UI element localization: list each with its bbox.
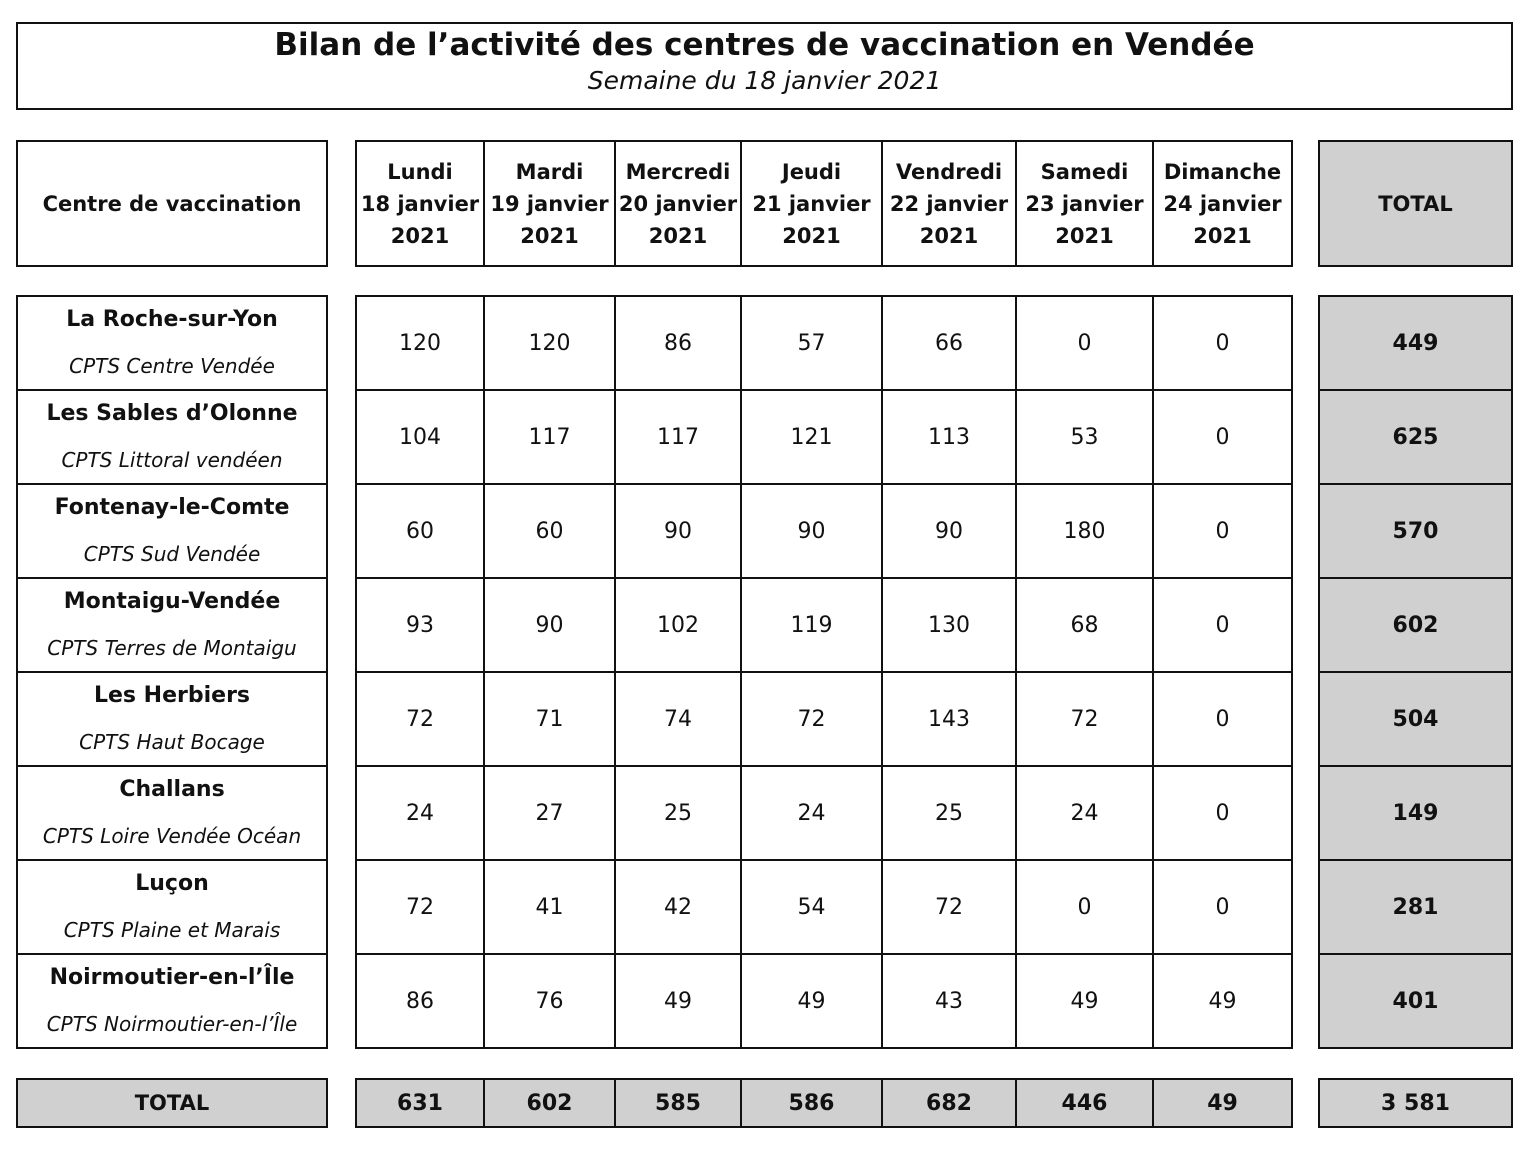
header-total-label: TOTAL	[1319, 141, 1512, 266]
table-row	[356, 390, 1292, 484]
center-city: Noirmoutier-en-l’Île	[49, 965, 295, 990]
daily-total-cell: 682	[882, 1079, 1016, 1127]
center-city: Luçon	[135, 871, 209, 896]
value-cell: 90	[882, 484, 1016, 578]
value-cell: 104	[356, 390, 484, 484]
value-cell: 0	[1153, 296, 1292, 390]
header-center-label: Centre de vaccination	[17, 141, 327, 266]
row-total-cell: 281	[1319, 860, 1512, 954]
value-cell: 86	[615, 296, 741, 390]
table-row	[17, 672, 327, 766]
table-row	[356, 860, 1292, 954]
value-cell: 119	[741, 578, 882, 672]
table-row	[1319, 578, 1512, 672]
value-cell: 49	[1016, 954, 1153, 1048]
value-cell: 0	[1153, 484, 1292, 578]
value-cell: 24	[741, 766, 882, 860]
table-row	[17, 390, 327, 484]
value-cell: 0	[1016, 860, 1153, 954]
center-cell	[17, 860, 327, 954]
value-cell: 25	[615, 766, 741, 860]
value-cell: 0	[1153, 578, 1292, 672]
value-cell: 90	[484, 578, 615, 672]
value-cell: 0	[1153, 390, 1292, 484]
value-cell: 117	[615, 390, 741, 484]
value-cell: 71	[484, 672, 615, 766]
value-cell: 120	[356, 296, 484, 390]
value-cell: 0	[1016, 296, 1153, 390]
table-row	[17, 766, 327, 860]
center-city: Les Herbiers	[93, 683, 251, 708]
center-cell	[17, 390, 327, 484]
header-day-year: 2021	[782, 223, 841, 248]
header-day-day: Mercredi	[625, 159, 731, 184]
header-day-year: 2021	[1193, 223, 1252, 248]
daily-total-cell: 446	[1016, 1079, 1153, 1127]
header-day	[1153, 141, 1292, 266]
row-total-cell: 602	[1319, 578, 1512, 672]
value-cell: 74	[615, 672, 741, 766]
header-day-date: 19 janvier	[490, 191, 609, 216]
center-cell	[17, 954, 327, 1048]
page-title: Bilan de l’activité des centres de vaccination en Vendée	[274, 27, 1255, 63]
table-row	[1319, 296, 1512, 390]
row-total-cell: 625	[1319, 390, 1512, 484]
table-row	[1319, 672, 1512, 766]
center-cpts: CPTS Plaine et Marais	[63, 918, 281, 942]
table-row	[356, 672, 1292, 766]
header-day-day: Jeudi	[781, 159, 842, 184]
table-row	[17, 954, 327, 1048]
center-cpts: CPTS Noirmoutier-en-l’Île	[46, 1012, 298, 1036]
table-row	[356, 296, 1292, 390]
header-day-date: 22 janvier	[889, 191, 1009, 216]
table-row	[356, 578, 1292, 672]
value-cell: 42	[615, 860, 741, 954]
value-cell: 113	[882, 390, 1016, 484]
table-row	[1319, 766, 1512, 860]
header-day	[1016, 141, 1153, 266]
header-day-date: 20 janvier	[618, 191, 738, 216]
header-day-day: Samedi	[1040, 159, 1129, 184]
header-day-year: 2021	[390, 223, 450, 248]
header-day-year: 2021	[1055, 223, 1114, 248]
header-day	[882, 141, 1016, 266]
header-day	[615, 141, 741, 266]
value-cell: 24	[1016, 766, 1153, 860]
title-box	[16, 22, 1513, 110]
center-city: Les Sables d’Olonne	[46, 401, 298, 426]
value-cell: 90	[741, 484, 882, 578]
center-cell	[17, 672, 327, 766]
daily-total-cell: 602	[484, 1079, 615, 1127]
value-cell: 76	[484, 954, 615, 1048]
value-cell: 24	[356, 766, 484, 860]
header-day-year: 2021	[648, 223, 708, 248]
row-total-cell: 449	[1319, 296, 1512, 390]
header-day-day: Lundi	[387, 159, 453, 184]
header-day-day: Dimanche	[1163, 159, 1282, 184]
header-day-year: 2021	[919, 223, 979, 248]
header-total-table	[1318, 140, 1513, 267]
center-cell	[17, 766, 327, 860]
daily-total-cell: 49	[1153, 1079, 1292, 1127]
footer-label-table	[16, 1078, 328, 1128]
header-days-table	[355, 140, 1293, 267]
values-table	[355, 295, 1293, 1049]
center-cpts: CPTS Haut Bocage	[79, 730, 265, 754]
row-total-cell: 570	[1319, 484, 1512, 578]
table-row	[1319, 484, 1512, 578]
value-cell: 90	[615, 484, 741, 578]
value-cell: 102	[615, 578, 741, 672]
value-cell: 143	[882, 672, 1016, 766]
value-cell: 66	[882, 296, 1016, 390]
value-cell: 130	[882, 578, 1016, 672]
center-cpts: CPTS Littoral vendéen	[61, 448, 283, 472]
value-cell: 93	[356, 578, 484, 672]
table-row	[1319, 860, 1512, 954]
header-day-year: 2021	[520, 223, 579, 248]
value-cell: 0	[1153, 672, 1292, 766]
row-totals-table	[1318, 295, 1513, 1049]
value-cell: 0	[1153, 766, 1292, 860]
center-cpts: CPTS Loire Vendée Océan	[42, 824, 302, 848]
header-day-day: Vendredi	[895, 159, 1003, 184]
value-cell: 72	[356, 672, 484, 766]
page-subtitle: Semaine du 18 janvier 2021	[587, 66, 942, 95]
row-total-cell: 401	[1319, 954, 1512, 1048]
center-cell	[17, 296, 327, 390]
center-cpts: CPTS Terres de Montaigu	[47, 636, 297, 660]
value-cell: 0	[1153, 860, 1292, 954]
value-cell: 72	[1016, 672, 1153, 766]
footer-grand-table	[1318, 1078, 1513, 1128]
value-cell: 68	[1016, 578, 1153, 672]
daily-total-cell: 586	[741, 1079, 882, 1127]
center-cell	[17, 484, 327, 578]
value-cell: 54	[741, 860, 882, 954]
table-row	[1319, 954, 1512, 1048]
value-cell: 117	[484, 390, 615, 484]
center-city: Challans	[119, 777, 225, 802]
center-cpts: CPTS Sud Vendée	[83, 542, 261, 566]
value-cell: 41	[484, 860, 615, 954]
table-row	[17, 484, 327, 578]
table-row	[17, 860, 327, 954]
table-row	[17, 578, 327, 672]
center-city: Fontenay-le-Comte	[54, 495, 290, 520]
centers-table	[16, 295, 328, 1049]
table-row	[356, 484, 1292, 578]
value-cell: 25	[882, 766, 1016, 860]
table-row	[1319, 390, 1512, 484]
table-row	[356, 766, 1292, 860]
row-total-cell: 504	[1319, 672, 1512, 766]
value-cell: 72	[882, 860, 1016, 954]
center-cpts: CPTS Centre Vendée	[69, 354, 275, 378]
table-row	[356, 954, 1292, 1048]
value-cell: 43	[882, 954, 1016, 1048]
value-cell: 53	[1016, 390, 1153, 484]
value-cell: 120	[484, 296, 615, 390]
value-cell: 72	[356, 860, 484, 954]
header-day	[741, 141, 882, 266]
value-cell: 180	[1016, 484, 1153, 578]
footer-total-label: TOTAL	[17, 1079, 327, 1127]
header-day-date: 24 janvier	[1163, 191, 1282, 216]
header-day	[356, 141, 484, 266]
center-city: La Roche-sur-Yon	[66, 307, 278, 332]
grand-total: 3 581	[1319, 1079, 1512, 1127]
daily-total-cell: 585	[615, 1079, 741, 1127]
header-day	[484, 141, 615, 266]
value-cell: 121	[741, 390, 882, 484]
value-cell: 72	[741, 672, 882, 766]
value-cell: 27	[484, 766, 615, 860]
table-row	[17, 296, 327, 390]
daily-total-cell: 631	[356, 1079, 484, 1127]
value-cell: 49	[615, 954, 741, 1048]
header-day-date: 23 janvier	[1025, 191, 1144, 216]
value-cell: 49	[741, 954, 882, 1048]
footer-values-table	[355, 1078, 1293, 1128]
header-day-date: 21 janvier	[752, 191, 871, 216]
center-city: Montaigu-Vendée	[63, 589, 281, 614]
center-cell	[17, 578, 327, 672]
header-day-day: Mardi	[515, 159, 584, 184]
value-cell: 86	[356, 954, 484, 1048]
header-day-date: 18 janvier	[360, 191, 480, 216]
value-cell: 57	[741, 296, 882, 390]
value-cell: 60	[484, 484, 615, 578]
row-total-cell: 149	[1319, 766, 1512, 860]
value-cell: 49	[1153, 954, 1292, 1048]
header-center-table	[16, 140, 328, 267]
value-cell: 60	[356, 484, 484, 578]
